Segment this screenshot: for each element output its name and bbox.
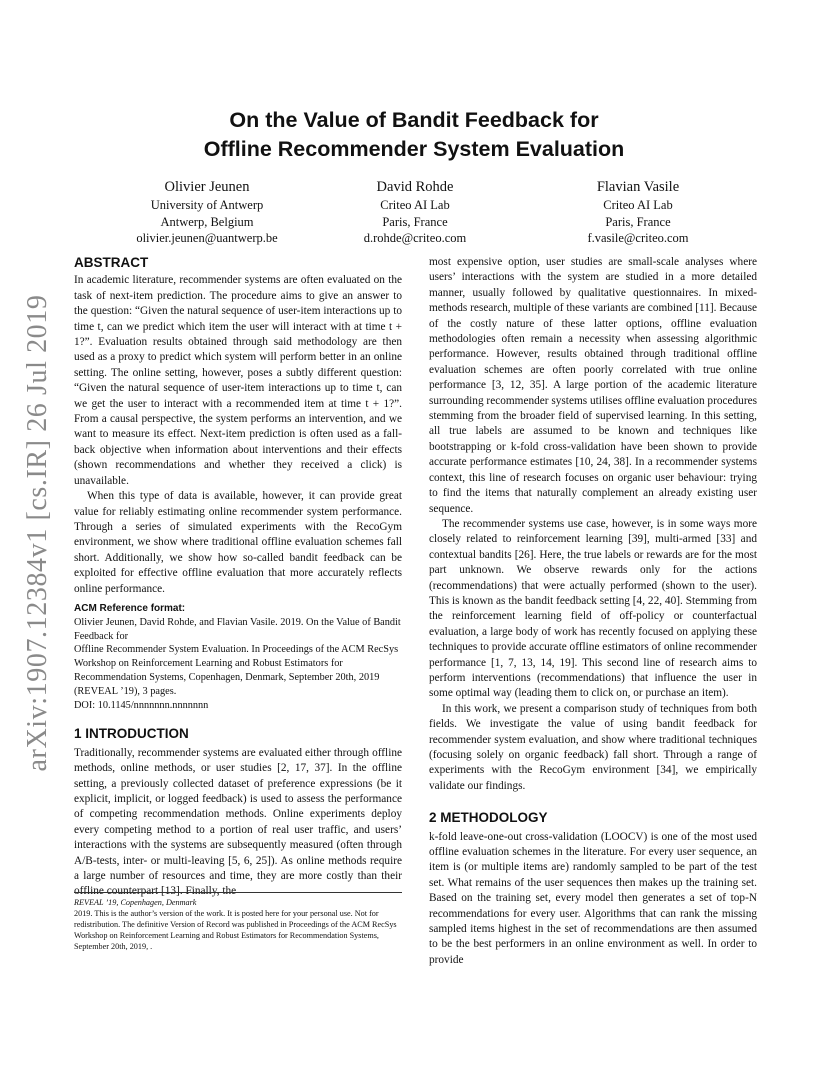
footnote-venue: REVEAL ’19, Copenhagen, Denmark [74, 898, 197, 907]
acm-reference [74, 602, 402, 712]
abstract-paragraph-2: When this type of data is available, however, it can provide great value for reliably estimating online recommender system performance. Through a series of simulated experiments with the RecoGym environment, we show where traditional offline evaluation schemes fall short. Additionally, we show how so-called bandit feedback can be exploited for effective offline evaluation that more accurately reflects online performance. [74, 490, 402, 595]
footnote-copyright: 2019. This is the author’s version of the work. It is posted here for your personal use. Not for redistribution. The definitive Version of Record was published in Proceedings of the ACM RecSys Workshop on Reinforcement Learning and Robust Estimators for Recommendation Systems, September 20th, 2019, . [74, 909, 397, 951]
footnote [74, 892, 402, 952]
author-email: f.vasile@criteo.com [587, 231, 689, 245]
abstract-heading: ABSTRACT [74, 255, 149, 270]
introduction-heading: 1 INTRODUCTION [74, 726, 189, 742]
title-line-2: Offline Recommender System Evaluation [203, 137, 625, 161]
author-affiliation: University of Antwerp [150, 198, 264, 212]
author-email: olivier.jeunen@uantwerp.be [136, 231, 278, 245]
introduction-paragraph-1: Traditionally, recommender systems are evaluated either through offline methods, online methods, or user studies [2, 17, 37]. In the offline setting, a previously collected dataset of preference expressions (be it explicit, implicit, or logged feedback) is used to assess the performance of competing recommendation methods. Online experiments deploy every competing method to a portion of real user traffic, and users’ interactions with the systems are subsequently measured (often through A/B-tests, inter- or multi-leaving [5, 6, 25]). As online methods require a large number of resources and time, they are more costly than their offline counterpart [13]. Finally, the [74, 746, 402, 898]
paper-title [74, 106, 754, 164]
acm-reference-heading: ACM Reference format: [74, 602, 186, 614]
arxiv-identifier: arXiv:1907.12384v1 [cs.IR] 26 Jul 2019 [22, 294, 53, 771]
author-location: Antwerp, Belgium [160, 214, 254, 229]
acm-reference-line-1: Olivier Jeunen, David Rohde, and Flavian Vasile. 2019. On the Value of Bandit Feedback for [74, 616, 401, 642]
author-location: Paris, France [605, 214, 671, 229]
author-location: Paris, France [382, 214, 448, 229]
right-paragraph-3: In this work, we present a comparison study of techniques from both fields. We investigate the value of using bandit feedback for recommender system evaluation, and show where traditional techniques (focusing solely on organic feedback) fall short. Through a range of experiments with the RecoGym environment [34], we empirically validate our findings. [429, 702, 757, 792]
author-block-1 [92, 178, 322, 247]
author-block-3 [523, 178, 753, 247]
right-column [429, 255, 757, 968]
author-name: Olivier Jeunen [164, 179, 250, 195]
title-line-1: On the Value of Bandit Feedback for [229, 108, 599, 132]
acm-reference-line-2: Offline Recommender System Evaluation. In Proceedings of the ACM RecSys Workshop on Reinforcement Learning and Robust Estimators for Recommendation Systems, Copenhagen, Denmark, September 20th, 2019 (REVEAL ’19), 3 pages. [74, 644, 399, 697]
abstract-paragraph-1: In academic literature, recommender systems are often evaluated on the task of next-item prediction. The procedure aims to give an answer to the question: “Given the natural sequence of user-item interactions up to time t, can we predict which item the user will interact with at time t + 1?”. Evaluation results obtained through said methodology are then used as a proxy to predict which system will perform better in an online setting. The online setting, however, poses a subtly different question: “Given the natural sequence of user-item interactions up to time t, can we get the user to interact with a recommended item at time t + 1?”. From a causal perspective, the system performs an intervention, and we want to measure its effect. Next-item prediction is often used as a fall-back objective when information about interventions and their effects (shown recommendations and whether they received a click) is unavailable. [74, 274, 402, 487]
author-name: Flavian Vasile [596, 179, 680, 195]
methodology-heading: 2 METHODOLOGY [429, 810, 548, 826]
acm-reference-doi: DOI: 10.1145/nnnnnnn.nnnnnnn [74, 699, 209, 711]
right-paragraph-2: The recommender systems use case, however, is in some ways more closely related to reinforcement learning [39], multi-armed [33] and contextual bandits [26]. Here, the true labels or rewards are for the most part unknown. We observe rewards only for the actions (recommendations) that were actually performed (shown to the user). This is known as the bandit feedback setting [4, 22, 40]. Stemming from the reinforcement learning field of off-policy or counterfactual evaluation, a large body of work has recently focused on applying these techniques to provide accurate offline estimators of online recommender performance [1, 7, 13, 14, 19]. This second line of research aims to perform interventions (recommendations) that influence the user in some optimal way (leading them to click on, or purchase an item). [429, 517, 757, 700]
author-email: d.rohde@criteo.com [363, 231, 467, 245]
right-paragraph-1: most expensive option, user studies are small-scale analyses where users’ interactions with the system are studied in a more detailed manner, usually followed by qualitative questionnaires. In mixed-methods research, multiple of these variants are combined [11]. Because of the costly nature of these latter options, offline evaluation methodologies often remain a necessity when assessing algorithmic performance. However, results obtained through traditional offline evaluation schemes are often poorly correlated with true online performance [3, 12, 35]. A large portion of the academic literature surrounding recommender systems utilises offline evaluation procedures stemming from the broader field of supervised learning. In this setting, all true labels are assumed to be known and techniques like bootstrapping or k-fold cross-validation have been shown to provide accurate performance estimates [10, 24, 38]. In a recommender systems context, this line of research focuses on organic user behaviour: trying to find the items that naturally complement an already existing user sequence. [429, 256, 757, 515]
left-column [74, 255, 402, 900]
author-affiliation: Criteo AI Lab [380, 198, 450, 212]
author-block-2 [300, 178, 530, 247]
author-affiliation: Criteo AI Lab [603, 198, 673, 212]
author-name: David Rohde [376, 179, 454, 195]
methodology-paragraph-1: k-fold leave-one-out cross-validation (LOOCV) is one of the most used offline evaluation schemes in the literature. For every user sequence, an item is (or multiple items are) randomly sampled to be part of the test set. What remains of the user sequences then makes up the training set. Based on the training set, every model then generates a set of top-N recommendations for every user. Algorithms that can rank the missing sampled items highest in the set of recommendations are then assumed to be the best performers in an online environment as well. In order to provide [429, 830, 757, 966]
arxiv-sidebar [18, 294, 58, 771]
